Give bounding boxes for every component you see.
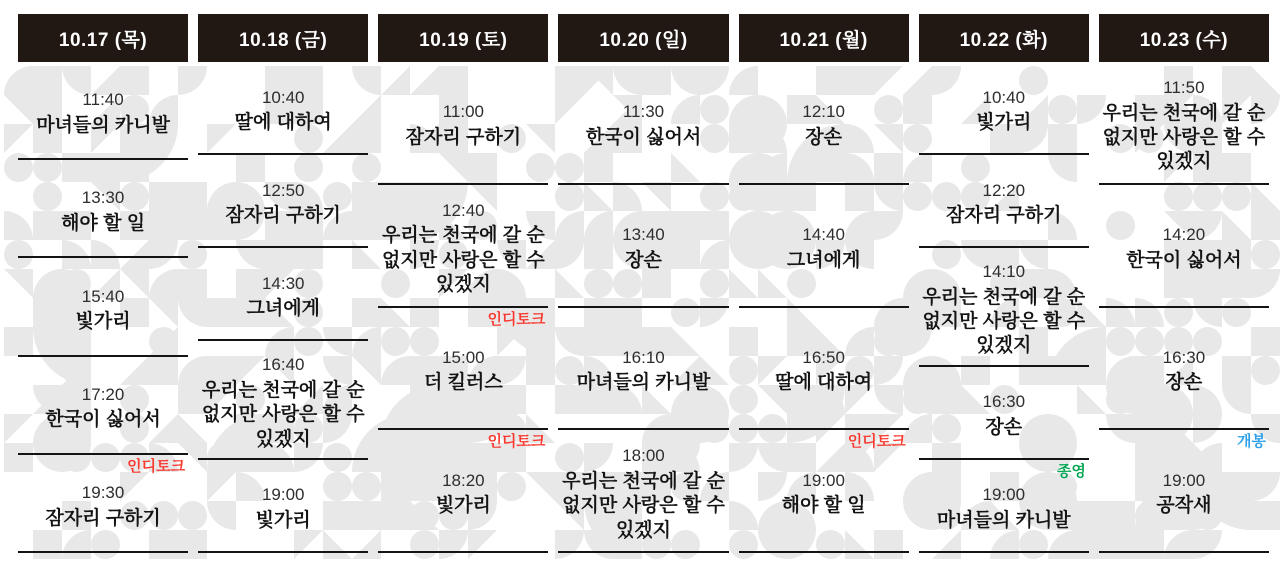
screening-tag: 인디토크 <box>487 433 546 451</box>
screening-time: 16:50 <box>802 347 845 367</box>
screening-title: 마녀들의 카니발 <box>576 372 711 394</box>
screening-tag: 종영 <box>1056 462 1086 480</box>
screening <box>739 185 909 308</box>
date-header: 10.19 (토) <box>378 14 548 62</box>
screening <box>378 308 548 431</box>
screening-list <box>198 62 368 553</box>
screening-title: 마녀들의 카니발 <box>936 510 1071 532</box>
screening <box>378 62 548 185</box>
screening-tag: 개봉 <box>1237 433 1266 451</box>
screening <box>18 455 188 553</box>
screening <box>198 155 368 248</box>
screening <box>198 460 368 553</box>
screening-title: 잠자리 구하기 <box>45 507 161 529</box>
screening-time: 14:40 <box>802 225 845 245</box>
screening-time: 14:20 <box>1162 225 1206 245</box>
screening <box>18 357 188 455</box>
screening <box>18 160 188 258</box>
screening-title: 해야 할 일 <box>61 212 146 234</box>
screening-time: 15:40 <box>81 286 125 306</box>
screening <box>558 62 728 185</box>
screening-title: 한국이 싫어서 <box>585 126 702 148</box>
day-column <box>914 14 1094 553</box>
date-header: 10.22 (화) <box>919 14 1089 62</box>
screening-title: 빛가리 <box>255 510 311 532</box>
screening-list <box>919 62 1089 553</box>
screening-time: 11:30 <box>622 102 665 122</box>
screening-list <box>739 62 909 553</box>
screening-title: 우리는 천국에 갈 순 없지만 사랑은 할 수 있겠지 <box>201 379 365 450</box>
screening <box>558 430 728 553</box>
screening-title: 딸에 대하여 <box>775 372 873 394</box>
day-column <box>13 14 193 553</box>
date-header: 10.21 (월) <box>739 14 909 62</box>
screening-title: 우리는 천국에 갈 순 없지만 사랑은 할 수 있겠지 <box>382 225 545 296</box>
screening-time: 18:00 <box>622 446 665 466</box>
screening-title: 공작새 <box>1156 495 1212 517</box>
day-column <box>553 14 733 553</box>
screening-time: 16:10 <box>622 347 665 367</box>
screening-title: 장손 <box>985 416 1023 438</box>
screening-time: 11:50 <box>1163 78 1205 98</box>
screening <box>739 308 909 431</box>
date-header: 10.17 (목) <box>18 14 188 62</box>
screening-tag: 인디토크 <box>487 310 546 328</box>
screening-title: 우리는 천국에 갈 순 없지만 사랑은 할 수 있겠지 <box>562 470 725 541</box>
screening-tag: 인디토크 <box>127 457 186 475</box>
screening-tag: 인디토크 <box>847 433 906 451</box>
screening-title: 우리는 천국에 갈 순 없지만 사랑은 할 수 있겠지 <box>922 286 1086 357</box>
screening-time: 12:50 <box>261 180 305 200</box>
screening-time: 14:10 <box>982 262 1026 282</box>
screening <box>198 248 368 341</box>
day-column <box>373 14 553 553</box>
screening-title: 딸에 대하여 <box>234 112 332 134</box>
screening <box>919 248 1089 366</box>
screening-title: 그녀에게 <box>246 298 320 320</box>
screening-time: 11:00 <box>442 102 484 122</box>
screening-time: 19:00 <box>261 485 305 505</box>
screening-title: 그녀에게 <box>786 249 861 271</box>
screening <box>919 367 1089 460</box>
screening <box>558 185 728 308</box>
screening-time: 18:20 <box>442 470 485 490</box>
day-column <box>1094 14 1274 553</box>
screening <box>919 62 1089 155</box>
screening <box>558 308 728 431</box>
screening-title: 빛가리 <box>435 495 491 517</box>
screening-title: 빛가리 <box>976 112 1032 134</box>
screening-title: 장손 <box>805 126 842 148</box>
screening <box>1099 185 1269 308</box>
screening <box>919 155 1089 248</box>
day-column <box>734 14 914 553</box>
screening-title: 잠자리 구하기 <box>946 205 1062 227</box>
screening-title: 우리는 천국에 갈 순 없지만 사랑은 할 수 있겠지 <box>1102 102 1266 173</box>
screening-time: 12:20 <box>982 180 1026 200</box>
screening-title: 잠자리 구하기 <box>405 126 522 148</box>
screening-time: 14:30 <box>261 273 305 293</box>
screening-title: 한국이 싫어서 <box>1126 249 1242 271</box>
screening <box>1099 62 1269 185</box>
screening <box>1099 308 1269 431</box>
screening <box>18 62 188 160</box>
screening-time: 15:00 <box>442 347 485 367</box>
screening-list <box>18 62 188 553</box>
screening-time: 13:30 <box>81 188 125 208</box>
screening <box>198 62 368 155</box>
screening-time: 10:40 <box>982 87 1026 107</box>
screening-list <box>558 62 728 553</box>
screening-time: 19:00 <box>982 485 1026 505</box>
screening <box>739 430 909 553</box>
screening <box>919 460 1089 553</box>
screening-time: 12:10 <box>802 102 845 122</box>
screening-time: 13:40 <box>622 225 665 245</box>
screening-time: 11:40 <box>82 90 124 110</box>
screening-time: 19:00 <box>1162 470 1206 490</box>
screening-time: 16:40 <box>261 355 305 375</box>
screening-time: 16:30 <box>982 392 1026 412</box>
date-header: 10.20 (일) <box>558 14 728 62</box>
screening-title: 한국이 싫어서 <box>45 409 161 431</box>
screening-title: 잠자리 구하기 <box>225 205 341 227</box>
screening-title: 장손 <box>1165 372 1203 394</box>
screening-title: 장손 <box>625 249 662 271</box>
screening-title: 마녀들의 카니발 <box>36 114 170 136</box>
screening-time: 17:20 <box>81 384 125 404</box>
date-header: 10.23 (수) <box>1099 14 1269 62</box>
screening-list <box>1099 62 1269 553</box>
screening <box>739 62 909 185</box>
screening-title: 해야 할 일 <box>781 495 866 517</box>
screening <box>378 185 548 308</box>
screening-time: 12:40 <box>442 200 485 220</box>
screening <box>1099 430 1269 553</box>
day-column <box>193 14 373 553</box>
screening-list <box>378 62 548 553</box>
screening-time: 19:30 <box>81 482 125 502</box>
date-header: 10.18 (금) <box>198 14 368 62</box>
screening-title: 빛가리 <box>75 311 131 333</box>
screening <box>198 341 368 459</box>
screening-title: 더 킬러스 <box>424 372 503 394</box>
screening <box>378 430 548 553</box>
screening-time: 10:40 <box>261 87 305 107</box>
screening <box>18 258 188 356</box>
screening-time: 16:30 <box>1162 347 1206 367</box>
screening-time: 19:00 <box>802 470 845 490</box>
